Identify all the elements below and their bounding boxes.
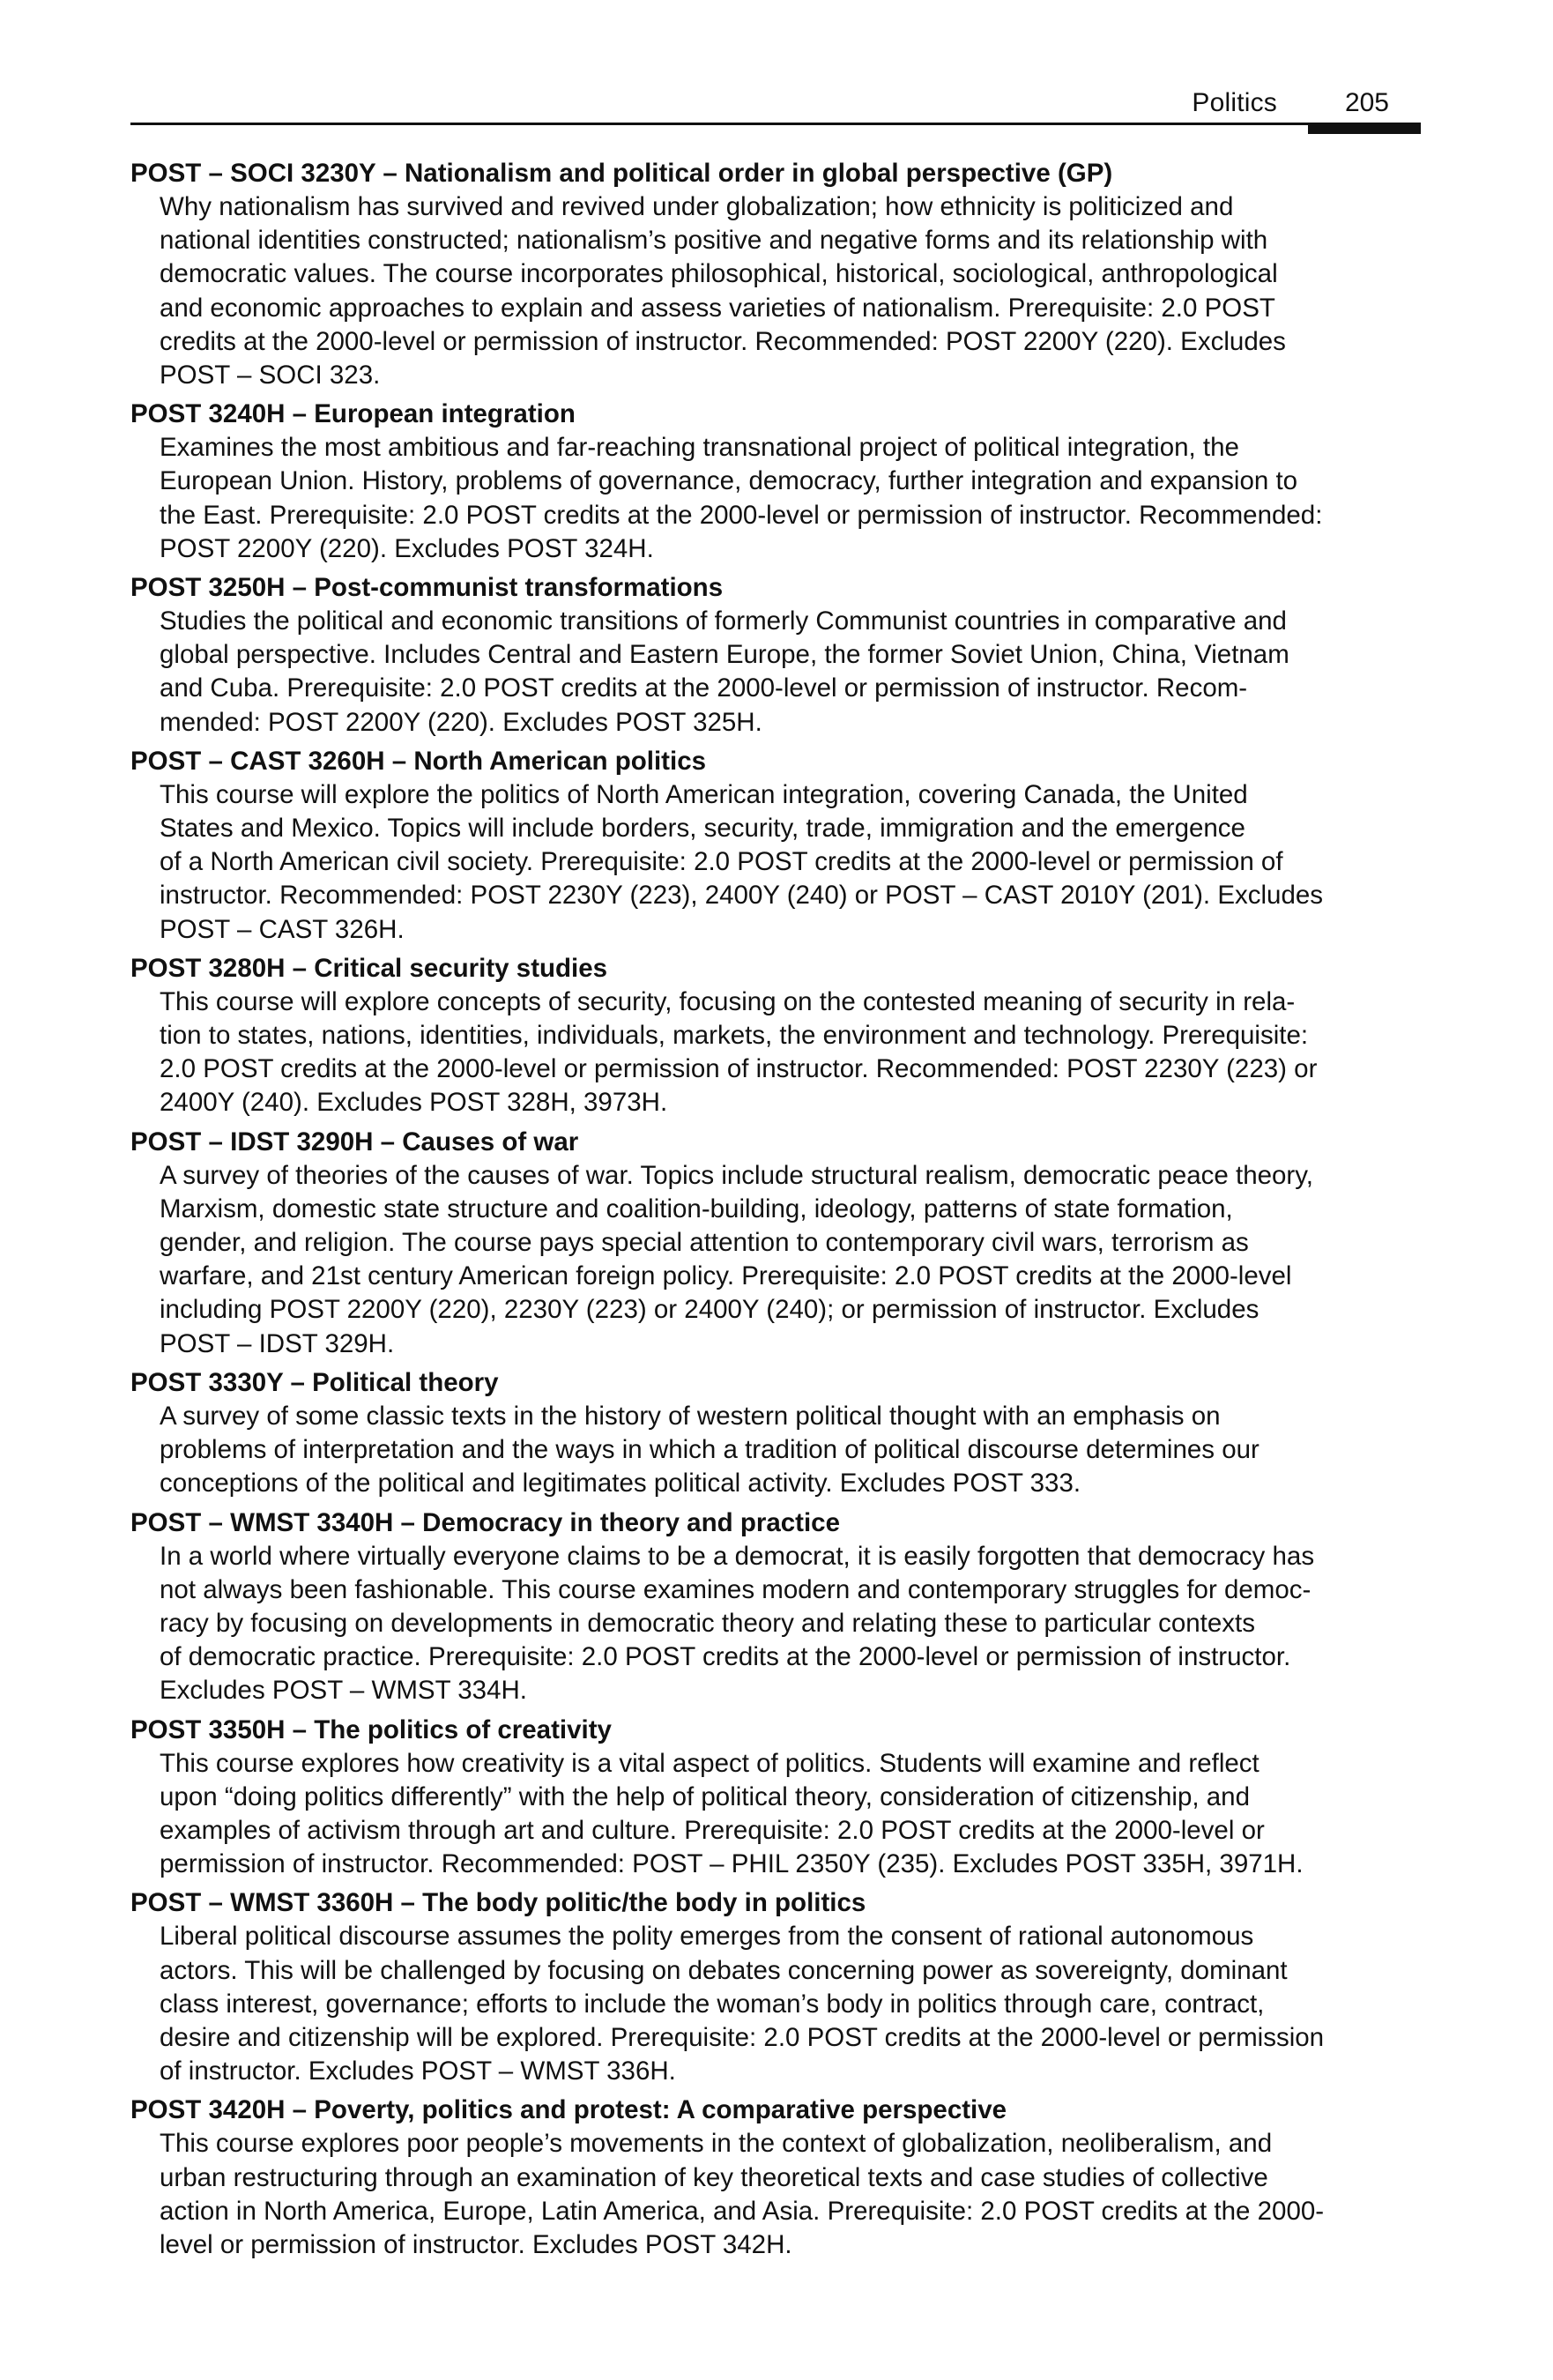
course-entry: [130, 1126, 1423, 1361]
course-entry: [130, 398, 1423, 566]
course-description: Liberal political discourse assumes the polity emerges from the consent of rational autonomous actors. This will be challenged by focusing on debates concerning power as sovereignty, dominant class interest, governance; efforts to include the woman’s body in politics through care, contract, desire and citizenship will be explored. Prerequisite: 2.0 POST credits at the 2000-level or permission of instructor. Excludes POST – WMST 336H.: [160, 1922, 1325, 2086]
page-number: 205: [1344, 88, 1389, 117]
course-description: This course explores poor people’s movements in the context of globalization, neoliberalism, and urban restructuring through an examination of key theoretical texts and case studies of collective action in North America, Europe, Latin America, and Asia. Prerequisite: 2.0 POST credits at the 2000- level or permission of instructor. Excludes POST 342H.: [160, 2129, 1325, 2259]
course-entry: [130, 745, 1423, 947]
course-title: POST 3330Y – Political theory: [130, 1367, 499, 1397]
course-entry: [130, 1714, 1423, 1882]
course-description: Why nationalism has survived and revived under globalization; how ethnicity is politicized and national identities constructed; nationalism’s positive and negative forms and its relationship with democratic values. The course incorporates philosophical, historical, sociological, anthropological and economic approaches to explain and assess varieties of nationalism. Prerequisite: 2.0 POST credits at the 2000-level or permission of instructor. Recommended: POST 2200Y (220). Excludes POST – SOCI 323.: [160, 192, 1286, 390]
course-entry: [130, 1886, 1423, 2088]
running-head: Politics: [1192, 88, 1277, 117]
course-title: POST – SOCI 3230Y – Nationalism and political order in global perspective (GP): [130, 159, 1113, 188]
course-entry: [130, 571, 1423, 740]
course-title: POST – CAST 3260H – North American politics: [130, 746, 707, 776]
page-header: [130, 85, 1421, 125]
course-entry: [130, 157, 1423, 392]
course-description: This course will explore the politics of North American integration, covering Canada, the United States and Mexico. Topics will include borders, security, trade, immigration and the emergence of a North American civil society. Prerequisite: 2.0 POST credits at the 2000-level or permission of instructor. Recommended: POST 2230Y (223), 2400Y (240) or POST – CAST 2010Y (201). Excludes POST – CAST 326H.: [160, 779, 1324, 944]
course-title: POST 3280H – Critical security studies: [130, 953, 608, 983]
course-description: In a world where virtually everyone claims to be a democrat, it is easily forgotten that democracy has not always been fashionable. This course examines modern and contemporary struggles for democ- racy by focusing on developments in democratic theory and relating these to particular contexts of democratic practice. Prerequisite: 2.0 POST credits at the 2000-level or permission of instructor. Excludes POST – WMST 334H.: [160, 1541, 1315, 1706]
course-entry: [130, 952, 1423, 1120]
header-bar: [1308, 123, 1421, 134]
header-rule: [130, 123, 1421, 125]
course-description: Examines the most ambitious and far-reaching transnational project of political integration, the European Union. History, problems of governance, democracy, further integration and expansion to the East. Prerequisite: 2.0 POST credits at the 2000-level or permission of instructor. Recommended: POST 2200Y (220). Excludes POST 324H.: [160, 433, 1323, 563]
course-title: POST – WMST 3360H – The body politic/the body in politics: [130, 1888, 866, 1918]
course-list: [130, 157, 1423, 2267]
course-title: POST 3350H – The politics of creativity: [130, 1714, 612, 1744]
course-description: A survey of theories of the causes of war. Topics include structural realism, democratic peace theory, Marxism, domestic state structure and coalition-building, ideology, patterns of state formation, gender, and religion. The course pays special attention to contemporary civil wars, terrorism as warfare, and 21st century American foreign policy. Prerequisite: 2.0 POST credits at the 2000-level including POST 2200Y (220), 2230Y (223) or 2400Y (240); or permission of instructor. Excludes POST – IDST 329H.: [160, 1160, 1314, 1358]
course-entry: [130, 2094, 1423, 2262]
course-description: A survey of some classic texts in the history of western political thought with an emphasis on problems of interpretation and the ways in which a tradition of political discourse determines our conceptions of the political and legitimates political activity. Excludes POST 333.: [160, 1401, 1259, 1499]
course-title: POST 3420H – Poverty, politics and protest: A comparative perspective: [130, 2095, 1007, 2125]
course-title: POST 3240H – European integration: [130, 399, 576, 429]
course-title: POST – IDST 3290H – Causes of war: [130, 1127, 579, 1157]
course-description: This course explores how creativity is a vital aspect of politics. Students will examine and reflect upon “doing politics differently” with the help of political theory, consideration of citizenship, and examples of activism through art and culture. Prerequisite: 2.0 POST credits at the 2000-level or permission of instructor. Recommended: POST – PHIL 2350Y (235). Excludes POST 335H, 3971H.: [160, 1748, 1304, 1879]
course-entry: [130, 1506, 1423, 1708]
course-description: Studies the political and economic transitions of formerly Communist countries in comparative and global perspective. Includes Central and Eastern Europe, the former Soviet Union, China, Vietnam and Cuba. Prerequisite: 2.0 POST credits at the 2000-level or permission of instructor. Recom- mended: POST 2200Y (220). Excludes POST 325H.: [160, 606, 1289, 737]
course-entry: [130, 1366, 1423, 1501]
course-title: POST – WMST 3340H – Democracy in theory and practice: [130, 1507, 840, 1537]
course-description: This course will explore concepts of security, focusing on the contested meaning of security in rela- tion to states, nations, identities, individuals, markets, the environment and technology. Prerequisite: 2.0 POST credits at the 2000-level or permission of instructor. Recommended: POST 2230Y (223) or 2400Y (240). Excludes POST 328H, 3973H.: [160, 986, 1318, 1118]
course-title: POST 3250H – Post-communist transformations: [130, 573, 724, 603]
